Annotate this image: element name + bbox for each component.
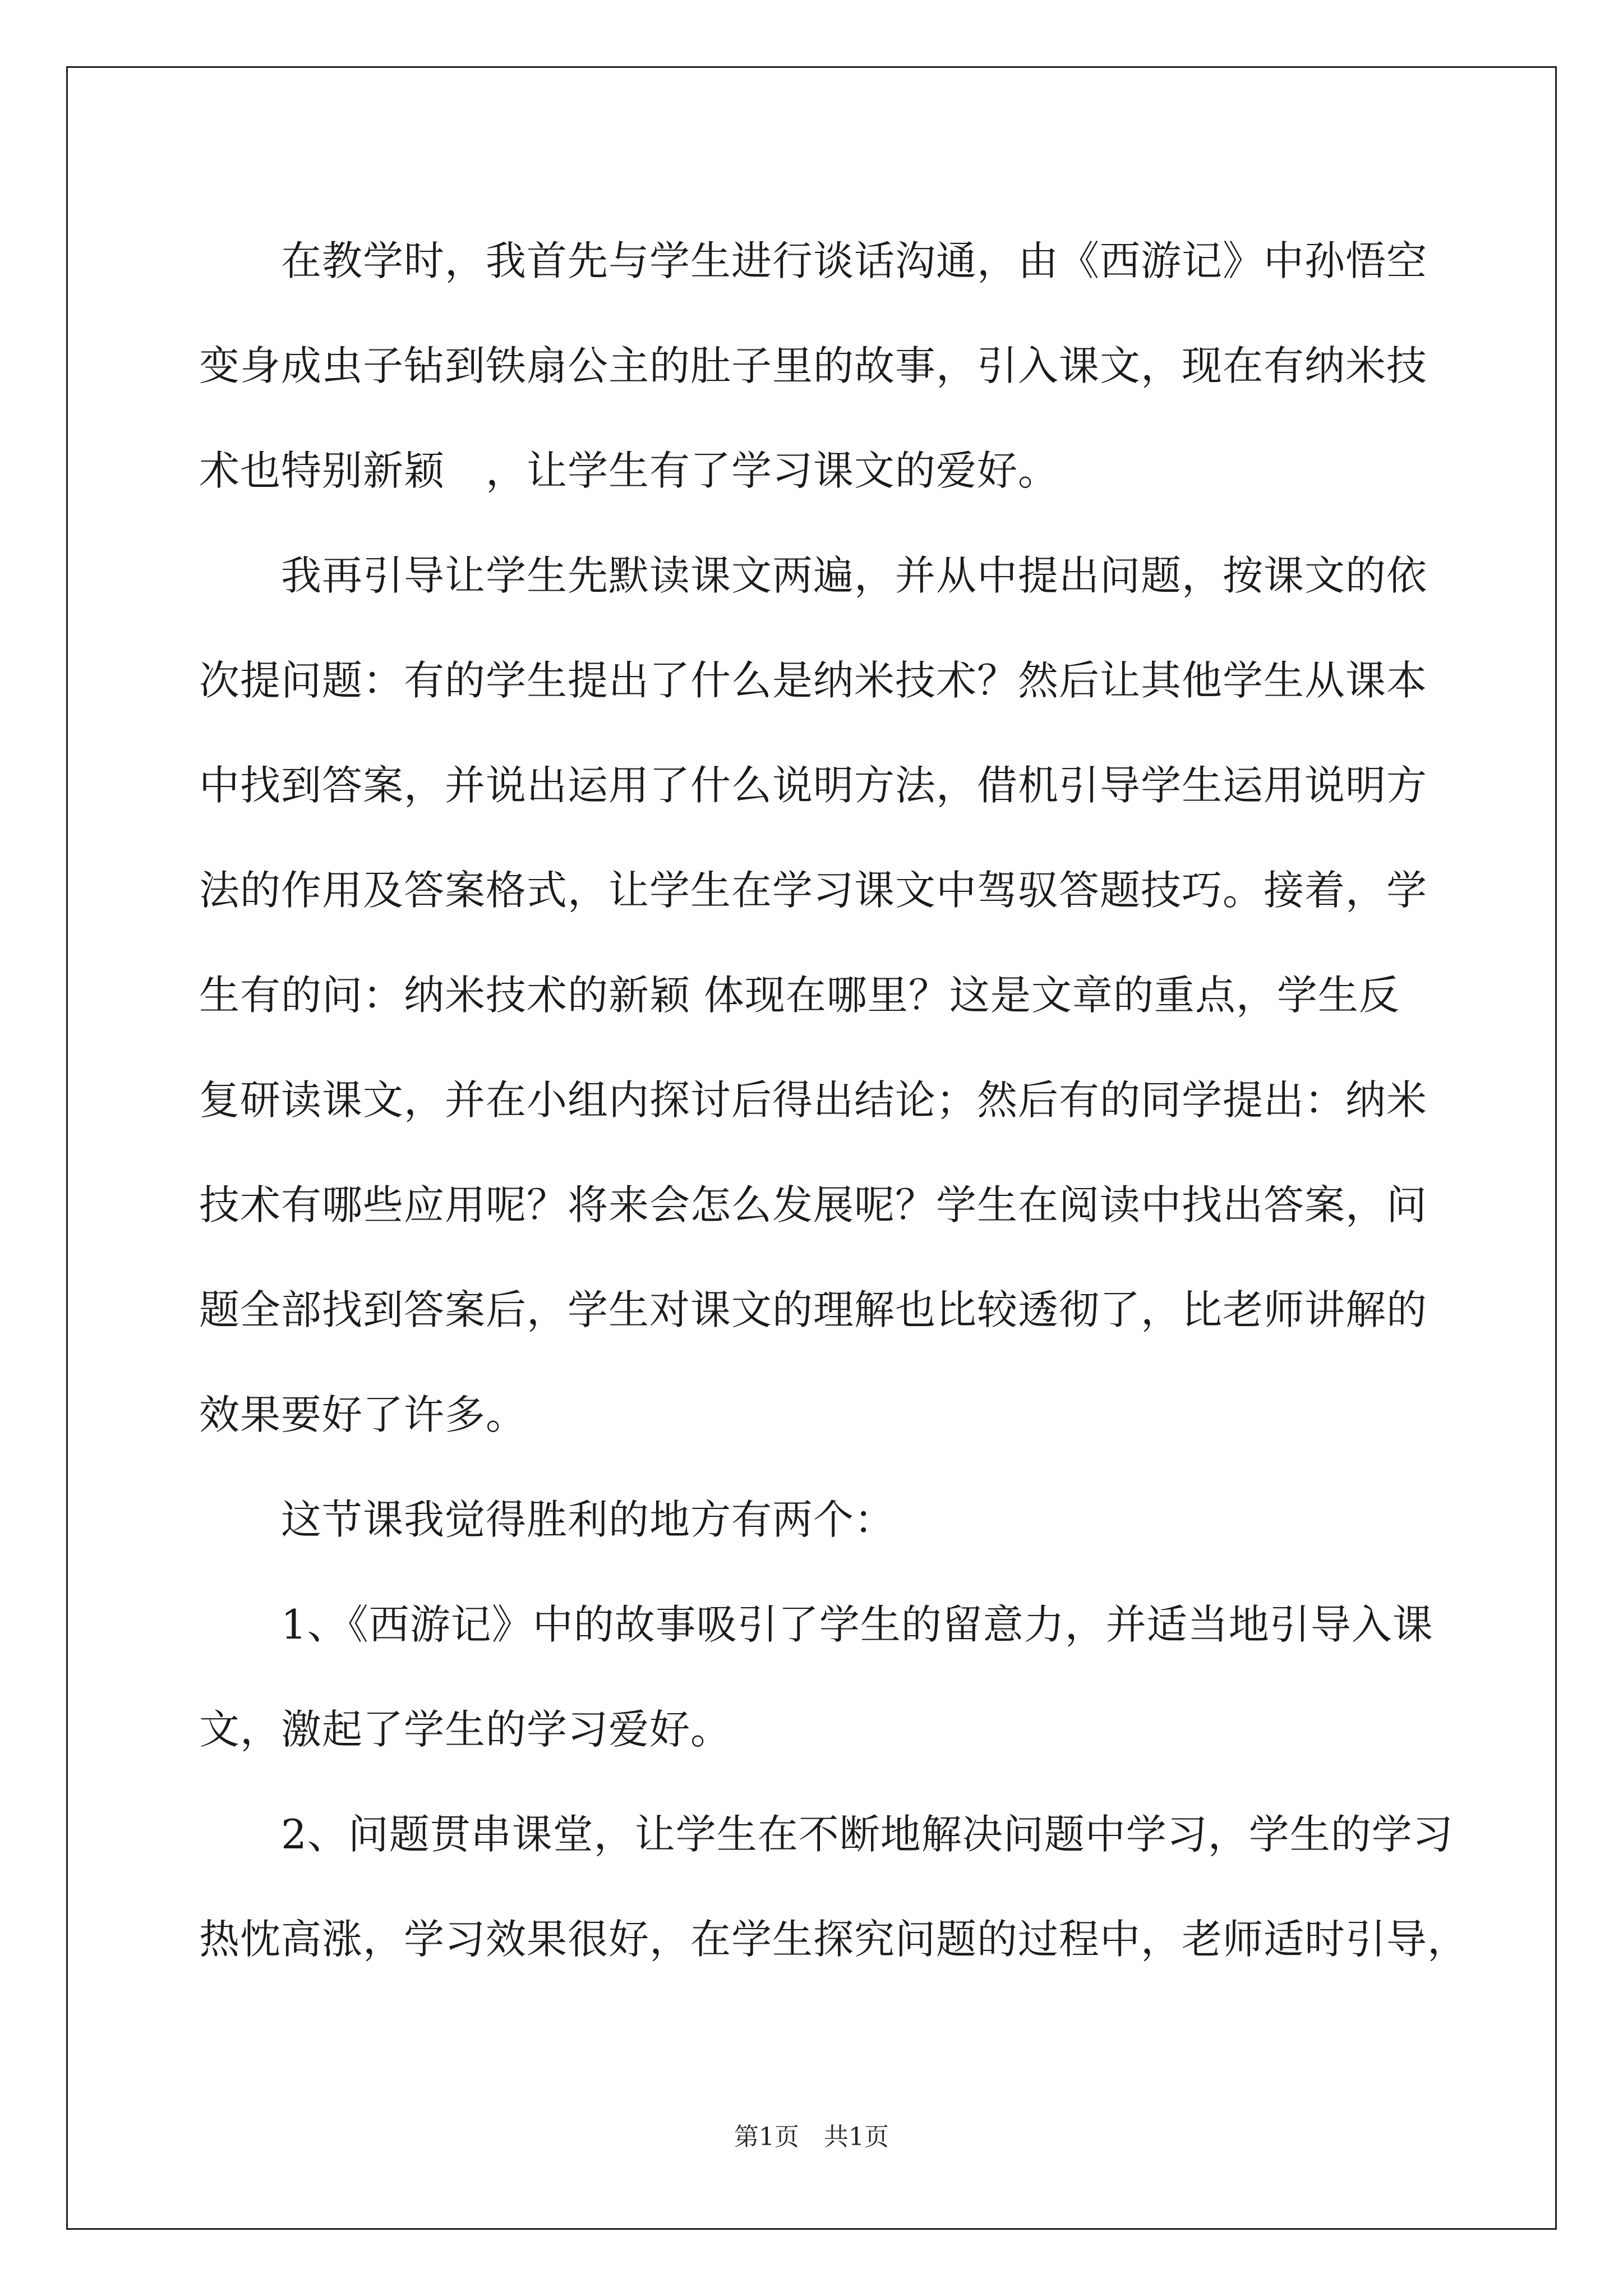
text-line: 题全部找到答案后，学生对课文的理解也比较透彻了，比老师讲解的 (199, 1286, 1428, 1333)
text-line: 我再引导让学生先默读课文两遍，并从中提出问题，按课文的依 (199, 552, 1428, 599)
text-line: 在教学时，我首先与学生进行谈话沟通，由《西游记》中孙悟空 (199, 237, 1428, 284)
text-line: 1、《西游记》中的故事吸引了学生的留意力，并适当地引导入课 (199, 1601, 1433, 1648)
page-footer (0, 2116, 1623, 2152)
text-line: 文，激起了学生的学习爱好。 (199, 1706, 732, 1753)
text-line: 中找到答案，并说出运用了什么说明方法，借机引导学生运用说明方 (199, 762, 1428, 809)
text-line: 效果要好了许多。 (199, 1391, 527, 1438)
text-line: 2、问题贯串课堂，让学生在不断地解决问题中学习，学生的学习 (199, 1811, 1454, 1858)
text-line: 热忱高涨，学习效果很好，在学生探究问题的过程中，老师适时引导， (199, 1916, 1469, 1963)
text-line: 复研读课文，并在小组内探讨后得出结论；然后有的同学提出：纳米 (199, 1076, 1428, 1124)
text-line: 变身成虫子钻到铁扇公主的肚子里的故事，引入课文，现在有纳米技 (199, 342, 1428, 389)
text-line: 生有的问：纳米技术的新颖 体现在哪里？这是文章的重点，学生反 (199, 972, 1400, 1019)
text-line: 法的作用及答案格式，让学生在学习课文中驾驭答题技巧。接着，学 (199, 867, 1428, 914)
page-number-label: 第1页 共1页 (734, 2123, 889, 2151)
document-body (199, 209, 1469, 1992)
text-line: 技术有哪些应用呢？将来会怎么发展呢？学生在阅读中找出答案，问 (199, 1181, 1428, 1228)
text-line: 次提问题：有的学生提出了什么是纳米技术？然后让其他学生从课本 (199, 657, 1428, 704)
text-line: 术也特别新颖 ，让学生有了学习课文的爱好。 (199, 447, 1059, 494)
text-line: 这节课我觉得胜利的地方有两个： (199, 1496, 896, 1543)
